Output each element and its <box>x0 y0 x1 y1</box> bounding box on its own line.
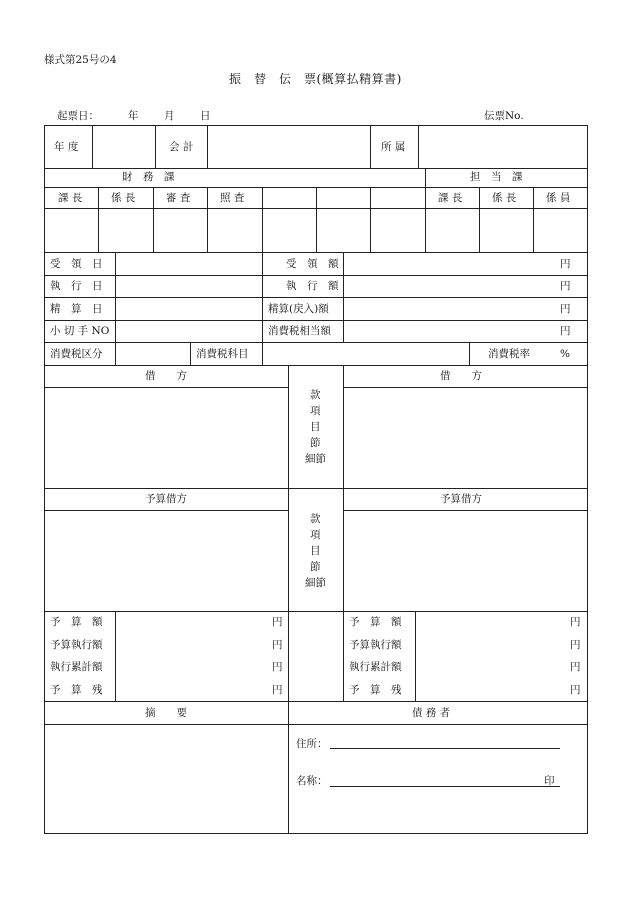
budget-debit-left-label: 予算借方 <box>145 493 187 505</box>
tax-rate-label: 消費税率 <box>488 348 530 360</box>
slip-no-label: 伝票No. <box>484 110 524 122</box>
yen-unit: 円 <box>570 639 581 651</box>
seal-mark: 印 <box>544 775 555 787</box>
category-kan: 款 <box>310 389 321 401</box>
issue-day-label: 日 <box>200 110 211 122</box>
charge-col-subchief: 係 長 <box>492 192 517 204</box>
category-setsu: 節 <box>310 437 321 449</box>
yen-unit: 円 <box>560 258 571 270</box>
finance-section-label: 財 務 課 <box>122 171 175 183</box>
yen-unit: 円 <box>560 325 571 337</box>
budget-row-label: 執行累計額 <box>349 661 402 673</box>
info-right-label: 精算(戻入)額 <box>268 303 329 315</box>
percent-unit: % <box>560 348 570 360</box>
tax-class-label: 消費税区分 <box>50 348 103 360</box>
info-left-label: 執 行 日 <box>50 280 103 292</box>
yen-unit: 円 <box>570 684 581 696</box>
finance-col-check: 照 査 <box>220 192 245 204</box>
department-label: 所 属 <box>381 141 406 153</box>
yen-unit: 円 <box>272 684 283 696</box>
budget-row-label: 執行累計額 <box>50 661 103 673</box>
budget-debit-right-label: 予算借方 <box>440 493 482 505</box>
category-setsu: 節 <box>310 561 321 573</box>
category-kou: 項 <box>310 529 321 541</box>
issue-date-label: 起票日： <box>57 110 99 122</box>
category-kan: 款 <box>310 513 321 525</box>
info-right-label: 受 領 額 <box>286 258 339 270</box>
finance-col-subchief: 係 長 <box>111 192 136 204</box>
info-right-label: 消費税相当額 <box>268 325 331 337</box>
finance-col-review: 審 査 <box>166 192 191 204</box>
budget-row-label: 予 算 残 <box>50 684 103 696</box>
fiscal-year-label: 年 度 <box>54 141 79 153</box>
page-title: 振 替 伝 票(概算払精算書) <box>229 72 402 86</box>
tax-item-label: 消費税科目 <box>196 348 249 360</box>
charge-col-staff: 係 員 <box>546 192 571 204</box>
budget-row-label: 予 算 額 <box>349 616 402 628</box>
category-kou: 項 <box>310 405 321 417</box>
budget-row-label: 予算執行額 <box>50 639 103 651</box>
category-saisetsu: 細節 <box>305 577 326 589</box>
yen-unit: 円 <box>272 616 283 628</box>
debtor-label: 債 務 者 <box>412 707 451 719</box>
debit-right-label: 借 方 <box>440 370 482 382</box>
yen-unit: 円 <box>560 280 571 292</box>
yen-unit: 円 <box>570 661 581 673</box>
category-moku: 目 <box>310 545 321 557</box>
charge-col-chief: 課 長 <box>438 192 463 204</box>
form-number: 様式第25号の4 <box>44 54 117 66</box>
info-left-label: 受 領 日 <box>50 258 103 270</box>
issue-year-label: 年 <box>128 110 139 122</box>
charge-section-label: 担 当 課 <box>470 171 523 183</box>
budget-row-label: 予 算 額 <box>50 616 103 628</box>
address-label: 住所： <box>296 738 328 750</box>
info-left-label: 精 算 日 <box>50 303 103 315</box>
debit-left-label: 借 方 <box>145 370 187 382</box>
issue-month-label: 月 <box>164 110 175 122</box>
yen-unit: 円 <box>272 639 283 651</box>
budget-row-label: 予算執行額 <box>349 639 402 651</box>
budget-row-label: 予 算 残 <box>349 684 402 696</box>
finance-col-chief: 課 長 <box>58 192 83 204</box>
yen-unit: 円 <box>272 661 283 673</box>
name-label: 名称： <box>296 775 328 787</box>
info-right-label: 執 行 額 <box>286 280 339 292</box>
summary-label: 摘 要 <box>145 707 187 719</box>
account-label: 会 計 <box>169 141 194 153</box>
yen-unit: 円 <box>560 303 571 315</box>
info-left-label: 小 切 手 NO <box>50 325 110 337</box>
category-saisetsu: 細節 <box>305 453 326 465</box>
yen-unit: 円 <box>570 616 581 628</box>
category-moku: 目 <box>310 421 321 433</box>
